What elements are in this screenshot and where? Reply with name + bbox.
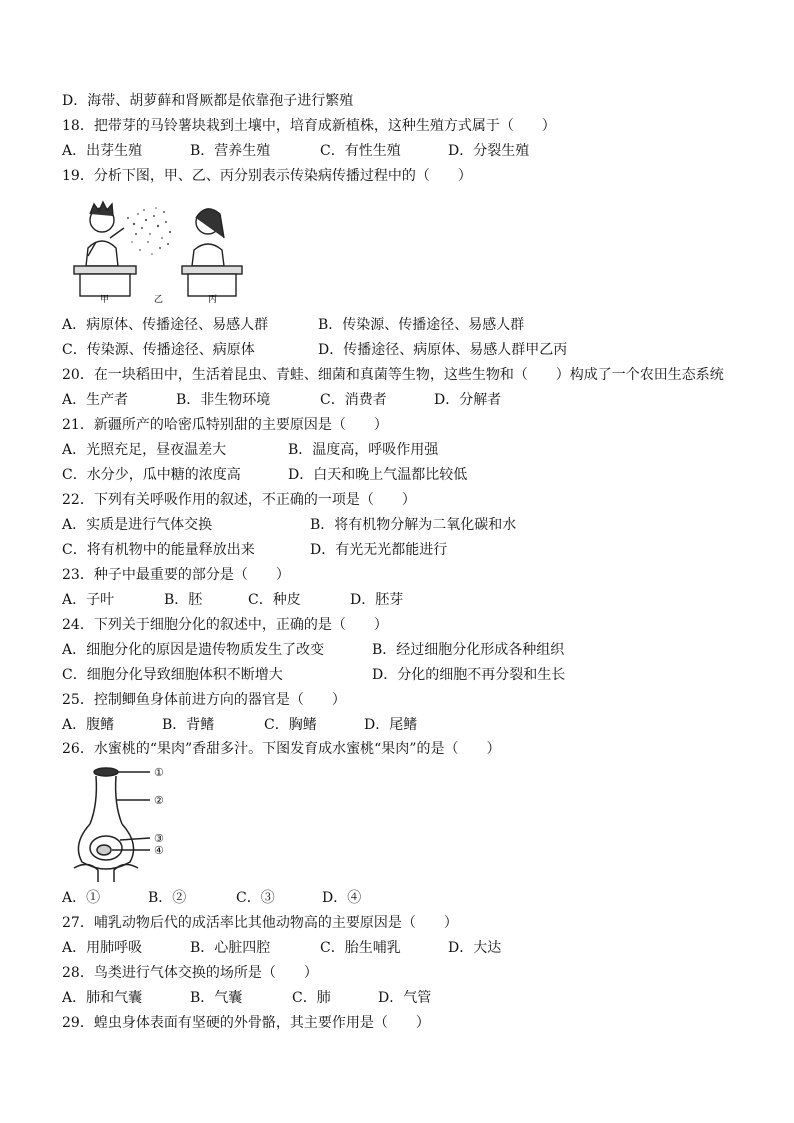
q26-label-1: ① bbox=[154, 766, 164, 779]
q23-option-c[interactable]: C．种皮 bbox=[248, 592, 301, 608]
q19-figure bbox=[66, 198, 256, 306]
q23-option-d[interactable]: D．胚芽 bbox=[350, 592, 404, 608]
q28-stem: 28．鸟类进行气体交换的场所是（ ） bbox=[62, 965, 318, 981]
q24-option-d[interactable]: D．分化的细胞不再分裂和生长 bbox=[372, 667, 566, 683]
q26-label-4: ④ bbox=[154, 844, 164, 857]
q18-option-c[interactable]: C．有性生殖 bbox=[320, 143, 401, 159]
q21-option-b[interactable]: B．温度高，呼吸作用强 bbox=[288, 442, 439, 458]
q28-option-a[interactable]: A．肺和气囊 bbox=[62, 990, 143, 1006]
q26-option-a[interactable]: A．① bbox=[62, 890, 101, 906]
q17-option-d: D．海带、胡萝藓和肾厥都是依靠孢子进行繁殖 bbox=[62, 93, 354, 109]
q18-option-b[interactable]: B．营养生殖 bbox=[190, 143, 271, 159]
q18-option-d[interactable]: D．分裂生殖 bbox=[448, 143, 530, 159]
q24-option-c[interactable]: C．细胞分化导致细胞体积不断增大 bbox=[62, 667, 283, 683]
q27-option-a[interactable]: A．用肺呼吸 bbox=[62, 940, 143, 956]
q28-option-c[interactable]: C．肺 bbox=[292, 990, 331, 1006]
q26-label-2: ② bbox=[154, 794, 164, 807]
q20-option-d[interactable]: D．分解者 bbox=[434, 392, 502, 408]
q22-option-b[interactable]: B．将有机物分解为二氧化碳和水 bbox=[310, 517, 517, 533]
q25-option-d[interactable]: D．尾鳍 bbox=[364, 717, 418, 733]
q21-option-d[interactable]: D．白天和晚上气温都比较低 bbox=[288, 467, 468, 483]
q20-option-c[interactable]: C．消费者 bbox=[320, 392, 387, 408]
q25-stem: 25．控制鲫鱼身体前进方向的器官是（ ） bbox=[62, 692, 346, 708]
q24-option-a[interactable]: A．细胞分化的原因是遗传物质发生了改变 bbox=[62, 642, 325, 658]
q24-option-b[interactable]: B．经过细胞分化形成各种组织 bbox=[372, 642, 565, 658]
q18-stem: 18．把带芽的马铃薯块栽到土壤中，培育成新植株，这种生殖方式属于（ ） bbox=[62, 118, 556, 134]
q22-option-d[interactable]: D．有光无光都能进行 bbox=[310, 542, 448, 558]
q23-option-a[interactable]: A．子叶 bbox=[62, 592, 115, 608]
q19-option-b[interactable]: B．传染源、传播途径、易感人群 bbox=[318, 317, 525, 333]
q26-figure bbox=[68, 764, 198, 882]
q18-option-a[interactable]: A．出芽生殖 bbox=[62, 143, 143, 159]
q19-label-yi: 乙 bbox=[154, 295, 164, 305]
q19-stem: 19．分析下图，甲、乙、丙分别表示传染病传播过程中的（ ） bbox=[62, 168, 472, 184]
q22-stem: 22．下列有关呼吸作用的叙述，不正确的一项是（ ） bbox=[62, 492, 416, 508]
q26-label-3: ③ bbox=[154, 832, 164, 845]
q23-stem: 23．种子中最重要的部分是（ ） bbox=[62, 567, 290, 583]
q19-label-jia: 甲 bbox=[100, 295, 110, 305]
q21-option-c[interactable]: C．水分少，瓜中糖的浓度高 bbox=[62, 467, 241, 483]
q19-option-c[interactable]: C．传染源、传播途径、病原体 bbox=[62, 342, 255, 358]
q28-option-b[interactable]: B．气囊 bbox=[190, 990, 243, 1006]
q19-option-a[interactable]: A．病原体、传播途径、易感人群 bbox=[62, 317, 269, 333]
q23-option-b[interactable]: B．胚 bbox=[164, 592, 203, 608]
q21-option-a[interactable]: A．光照充足，昼夜温差大 bbox=[62, 442, 227, 458]
q28-option-d[interactable]: D．气管 bbox=[378, 990, 432, 1006]
q22-option-c[interactable]: C．将有机物中的能量释放出来 bbox=[62, 542, 255, 558]
q27-option-b[interactable]: B．心脏四腔 bbox=[190, 940, 271, 956]
q19-option-d[interactable]: D．传播途径、病原体、易感人群甲乙丙 bbox=[318, 342, 568, 358]
q26-stem: 26．水蜜桃的“果肉”香甜多汁。下图发育成水蜜桃“果肉”的是（ ） bbox=[62, 741, 501, 757]
q21-stem: 21．新疆所产的哈密瓜特别甜的主要原因是（ ） bbox=[62, 417, 388, 433]
q20-option-a[interactable]: A．生产者 bbox=[62, 392, 129, 408]
q27-stem: 27．哺乳动物后代的成活率比其他动物高的主要原因是（ ） bbox=[62, 915, 458, 931]
q22-option-a[interactable]: A．实质是进行气体交换 bbox=[62, 517, 213, 533]
q26-option-d[interactable]: D．④ bbox=[322, 890, 362, 906]
q24-stem: 24．下列关于细胞分化的叙述中，正确的是（ ） bbox=[62, 617, 388, 633]
q26-option-c[interactable]: C．③ bbox=[236, 890, 275, 906]
q26-option-b[interactable]: B．② bbox=[148, 890, 187, 906]
q29-stem: 29．蝗虫身体表面有坚硬的外骨骼，其主要作用是（ ） bbox=[62, 1015, 430, 1031]
q20-stem: 20．在一块稻田中，生活着昆虫、青蛙、细菌和真菌等生物，这些生物和（ ）构成了一个农田生态系统 bbox=[62, 367, 724, 383]
q19-label-bing: 丙 bbox=[208, 295, 218, 305]
q25-option-a[interactable]: A．腹鳍 bbox=[62, 717, 115, 733]
q27-option-c[interactable]: C．胎生哺乳 bbox=[320, 940, 401, 956]
q20-option-b[interactable]: B．非生物环境 bbox=[176, 392, 271, 408]
q25-option-c[interactable]: C．胸鳍 bbox=[264, 717, 317, 733]
q25-option-b[interactable]: B．背鳍 bbox=[162, 717, 215, 733]
q27-option-d[interactable]: D．大达 bbox=[448, 940, 502, 956]
